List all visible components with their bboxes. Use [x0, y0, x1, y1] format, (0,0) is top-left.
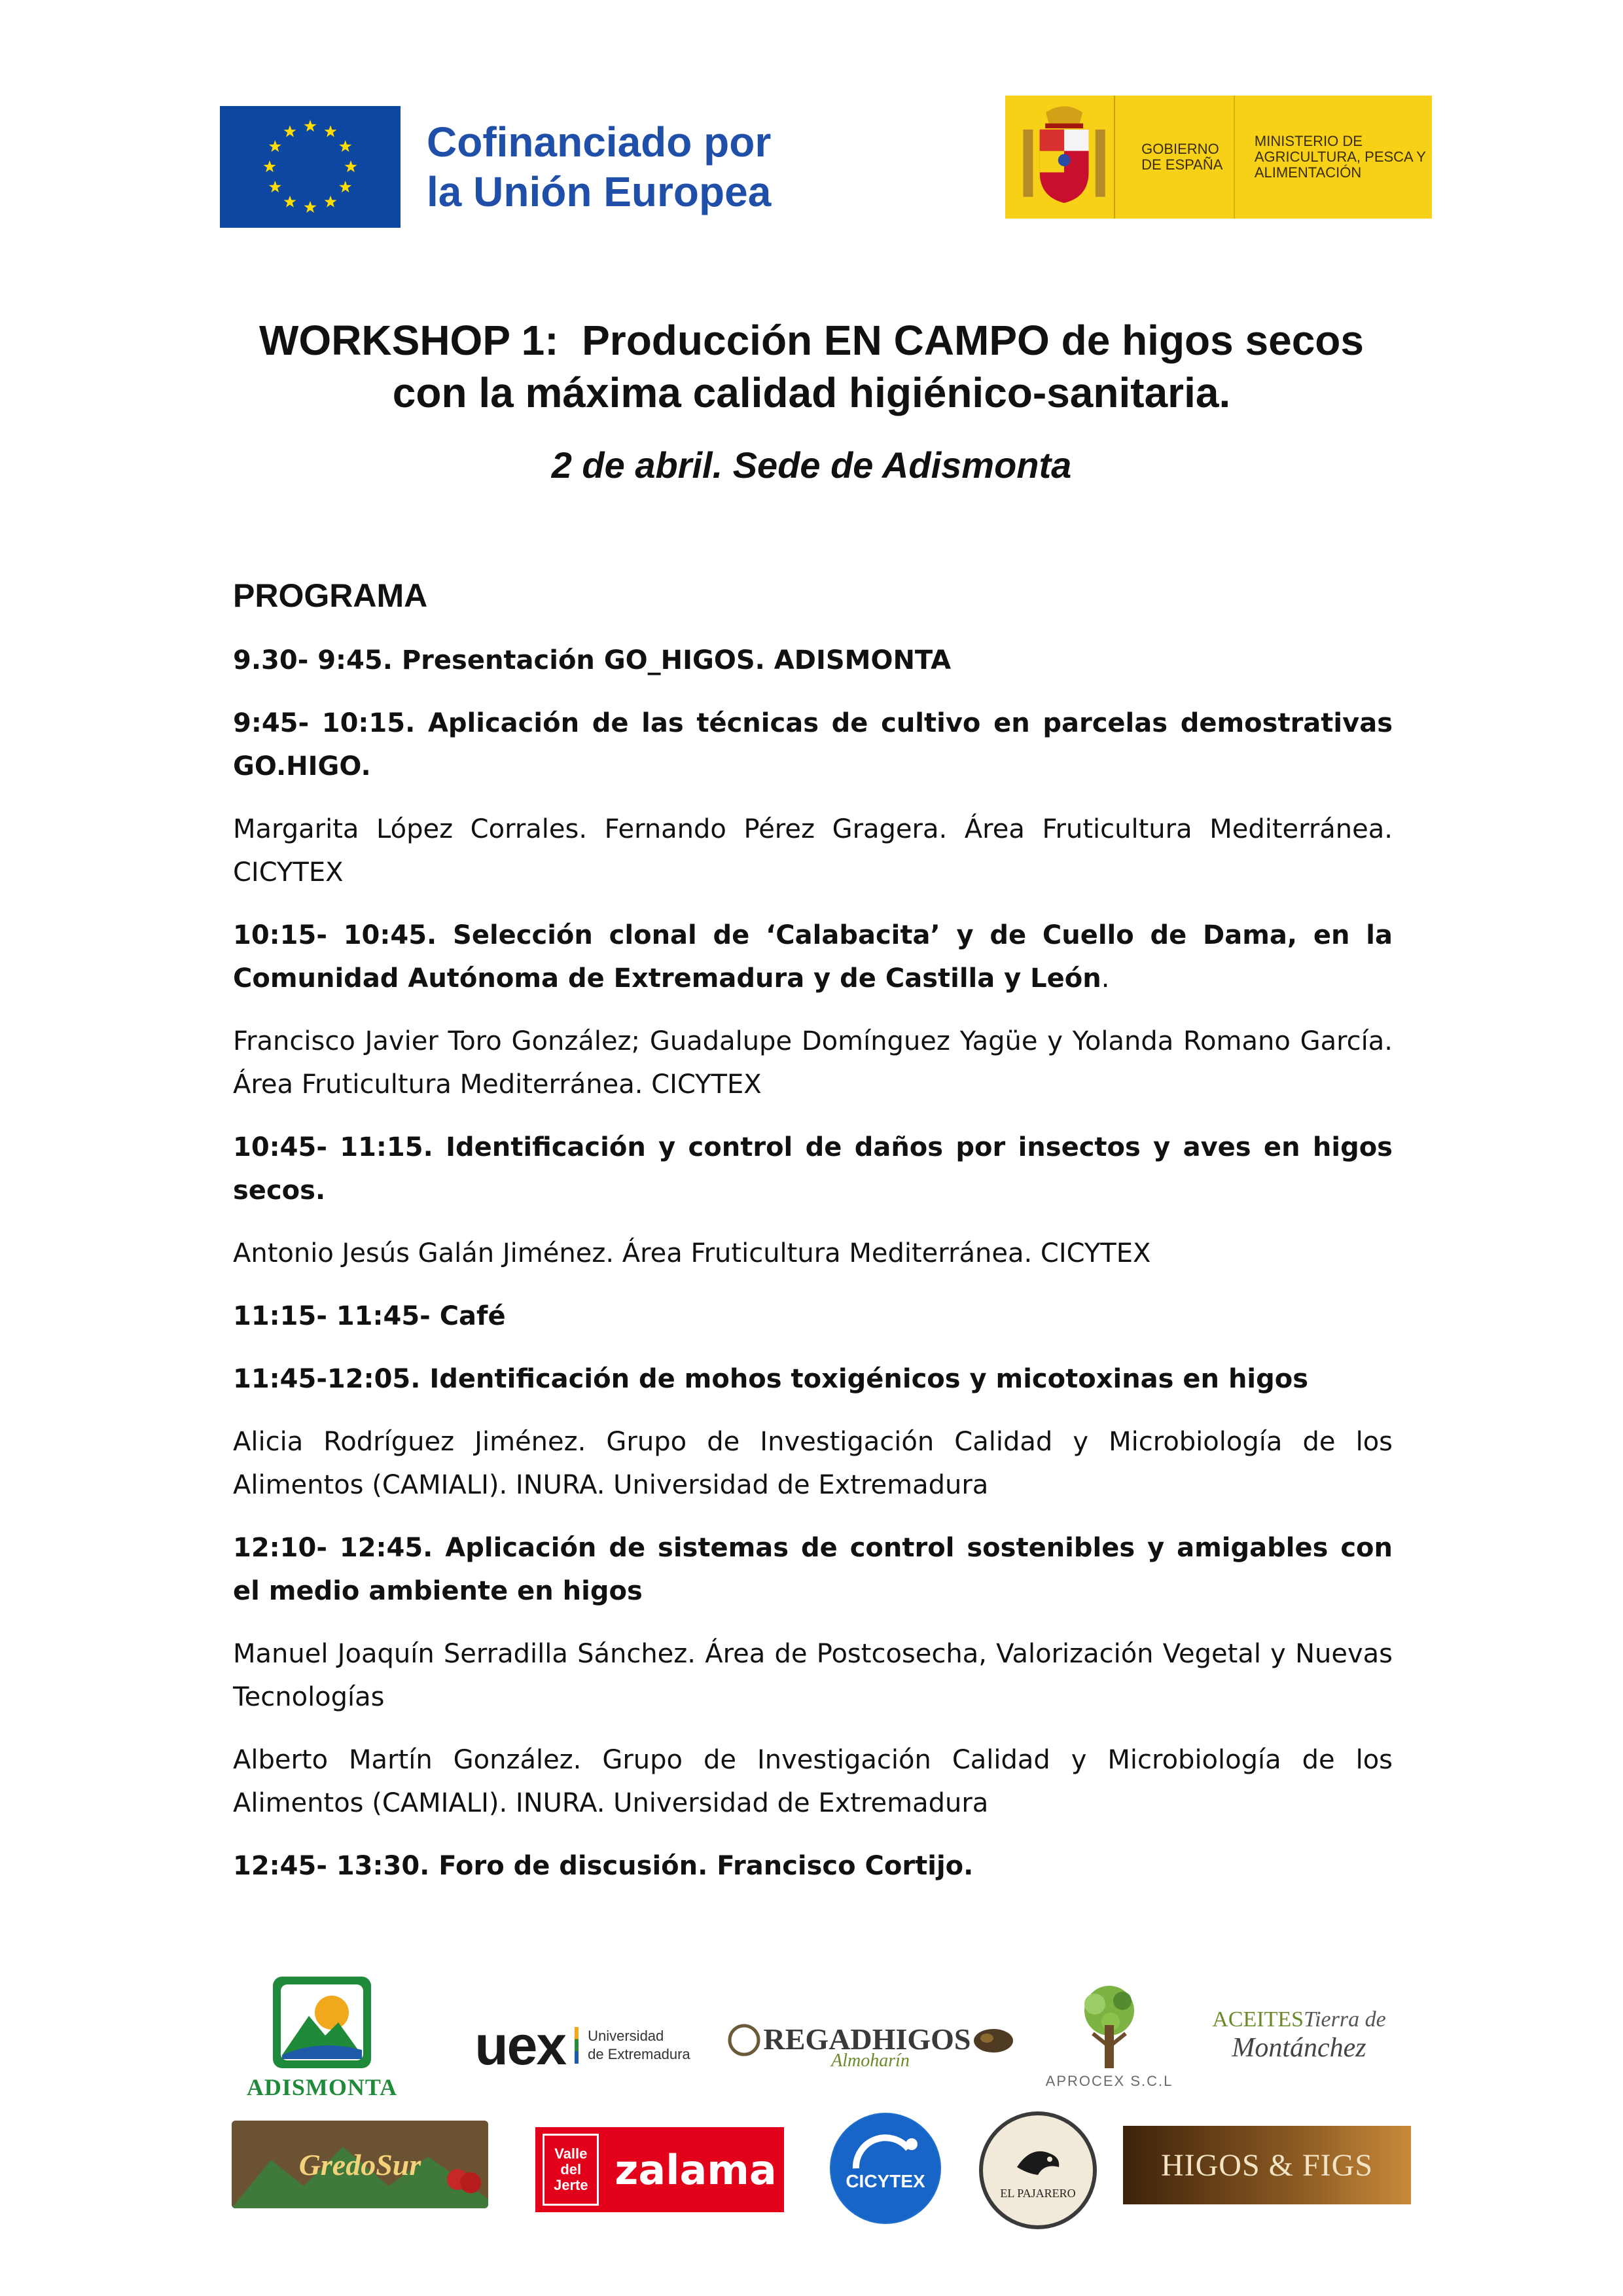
valle-word: Valle: [554, 2145, 588, 2162]
program-section: [233, 576, 1393, 1888]
fig-fruit-icon: [971, 2022, 1016, 2055]
event-date-venue: 2 de abril. Sede de Adismonta: [551, 444, 1072, 486]
gredosur-logo: [232, 2121, 488, 2208]
uex-line-2: de Extremadura: [588, 2046, 690, 2062]
fig-icon: [724, 2019, 764, 2058]
session-control-sostenible: 12:10- 12:45. Aplicación de sistemas de control sostenibles y amigables con el medio ambiente en higos: [233, 1533, 1393, 1606]
session-seleccion-clonal: [233, 914, 1393, 1000]
adismonta-logo: [230, 1977, 414, 2101]
higos-figs-logo: [1123, 2126, 1411, 2204]
pajarero-label: EL PAJARERO: [1000, 2186, 1076, 2200]
spain-government-logo: [1005, 96, 1432, 219]
tree-icon: [1070, 1981, 1149, 2073]
valle-jerte-badge: [543, 2134, 599, 2206]
eu-cofinancing-logo: [220, 105, 783, 229]
title-line-1: WORKSHOP 1: Producción EN CAMPO de higos secos: [259, 317, 1364, 364]
uex-logo: [452, 2016, 713, 2075]
eu-star-icon: [325, 125, 337, 137]
adismonta-mark-icon: [273, 1977, 371, 2068]
session-insectos-aves: 10:45- 11:15. Identificación y control de daños por insectos y aves en higos secos.: [233, 1132, 1393, 1206]
regadhigos-label: REGADHIGOS: [763, 2022, 971, 2056]
speaker-serradilla: Manuel Joaquín Serradilla Sánchez. Área de Postcosecha, Valorización Vegetal y Nuevas Tecnologías: [233, 1639, 1393, 1712]
eu-flag-icon: [220, 106, 401, 228]
aprocex-logo: [1034, 1970, 1185, 2101]
session-presentacion: 9.30- 9:45. Presentación GO_HIGOS. ADISMONTA: [233, 645, 952, 675]
regadhigos-logo: [740, 2009, 1001, 2081]
coat-of-arms-icon: [1018, 101, 1110, 213]
eu-star-icon: [264, 160, 276, 172]
adismonta-label: ADISMONTA: [246, 2074, 398, 2100]
eu-star-icon: [339, 140, 351, 152]
el-pajarero-logo: [979, 2111, 1097, 2229]
eu-star-icon: [284, 196, 296, 207]
regadhigos-sub: Almoharín: [831, 2051, 910, 2071]
program-heading: PROGRAMA: [233, 577, 428, 614]
aceite-word: ACEITES: [1212, 2007, 1304, 2032]
eu-star-icon: [284, 125, 296, 137]
eu-line-2: la Unión Europea: [427, 168, 772, 215]
eu-star-icon: [339, 181, 351, 192]
gov-name: GOBIERNO DE ESPAÑA: [1141, 141, 1223, 173]
speaker-insectos-aves: Antonio Jesús Galán Jiménez. Área Fruticultura Mediterránea. CICYTEX: [233, 1238, 1151, 1268]
speakers-seleccion-clonal: Francisco Javier Toro González; Guadalupe Domínguez Yagüe y Yolanda Romano García. Área Fruticultura Mediterránea. CICYTEX: [233, 1026, 1393, 1100]
eu-line-1: Cofinanciado por: [427, 118, 772, 166]
page-title: [196, 314, 1427, 419]
eu-star-icon: [345, 160, 357, 172]
aceites-montanchez-logo: [1204, 1990, 1394, 2081]
session-mohos-micotoxinas: 11:45-12:05. Identificación de mohos toxigénicos y micotoxinas en higos: [233, 1364, 1309, 1394]
higos-figs-label: HIGOS & FIGS: [1160, 2147, 1374, 2183]
zalama-logo: [535, 2127, 784, 2212]
eu-star-icon: [304, 201, 317, 213]
eu-star-icon: [269, 140, 281, 152]
cicytex-label: CICYTEX: [846, 2171, 925, 2191]
eu-star-icon: [304, 120, 317, 132]
tierra-word: Tierra de: [1304, 2007, 1386, 2032]
session-seleccion-clonal-title: 10:15- 10:45. Selección clonal de ‘Calabacita’ y de Cuello de Dama, en la Comunidad Autónoma de Extremadura y de Castilla y León: [233, 920, 1393, 994]
speaker-mohos-micotoxinas: Alicia Rodríguez Jiménez. Grupo de Investigación Calidad y Microbiología de los Alimentos (CAMIALI). INURA. Universidad de Extremadura: [233, 1427, 1393, 1500]
bird-icon: [1012, 2141, 1064, 2187]
title-line-2: con la máxima calidad higiénico-sanitaria.: [392, 369, 1231, 416]
session-foro-discusion: 12:45- 13:30. Foro de discusión. Francisco Cortijo.: [233, 1851, 974, 1881]
del-word: del: [560, 2161, 582, 2178]
gredosur-label: GredoSur: [298, 2147, 421, 2181]
jerte-word: Jerte: [553, 2177, 588, 2193]
montanchez-word: Montánchez: [1232, 2033, 1366, 2063]
session-seleccion-clonal-period: .: [1101, 963, 1110, 994]
ministry-name: MINISTERIO DE AGRICULTURA, PESCA Y ALIMENTACIÓN: [1254, 133, 1426, 181]
eu-star-icon: [325, 196, 337, 207]
uex-line-1: Universidad: [588, 2028, 664, 2044]
eu-star-icon: [269, 181, 281, 192]
speaker-martin: Alberto Martín González. Grupo de Investigación Calidad y Microbiología de los Alimentos (CAMIALI). INURA. Universidad de Extremadura: [233, 1745, 1393, 1818]
zalama-label: zalama: [615, 2145, 777, 2194]
session-cafe: 11:15- 11:45- Café: [233, 1301, 506, 1331]
session-tecnicas-cultivo: 9:45- 10:15. Aplicación de las técnicas de cultivo en parcelas demostrativas GO.HIGO.: [233, 708, 1393, 781]
speakers-tecnicas-cultivo: Margarita López Corrales. Fernando Pérez Gragera. Área Fruticultura Mediterránea. CICYTEX: [233, 814, 1393, 888]
cicytex-logo: [830, 2113, 941, 2224]
uex-mark: uex: [474, 2014, 566, 2076]
aprocex-label: APROCEX S.C.L: [1045, 2073, 1173, 2089]
